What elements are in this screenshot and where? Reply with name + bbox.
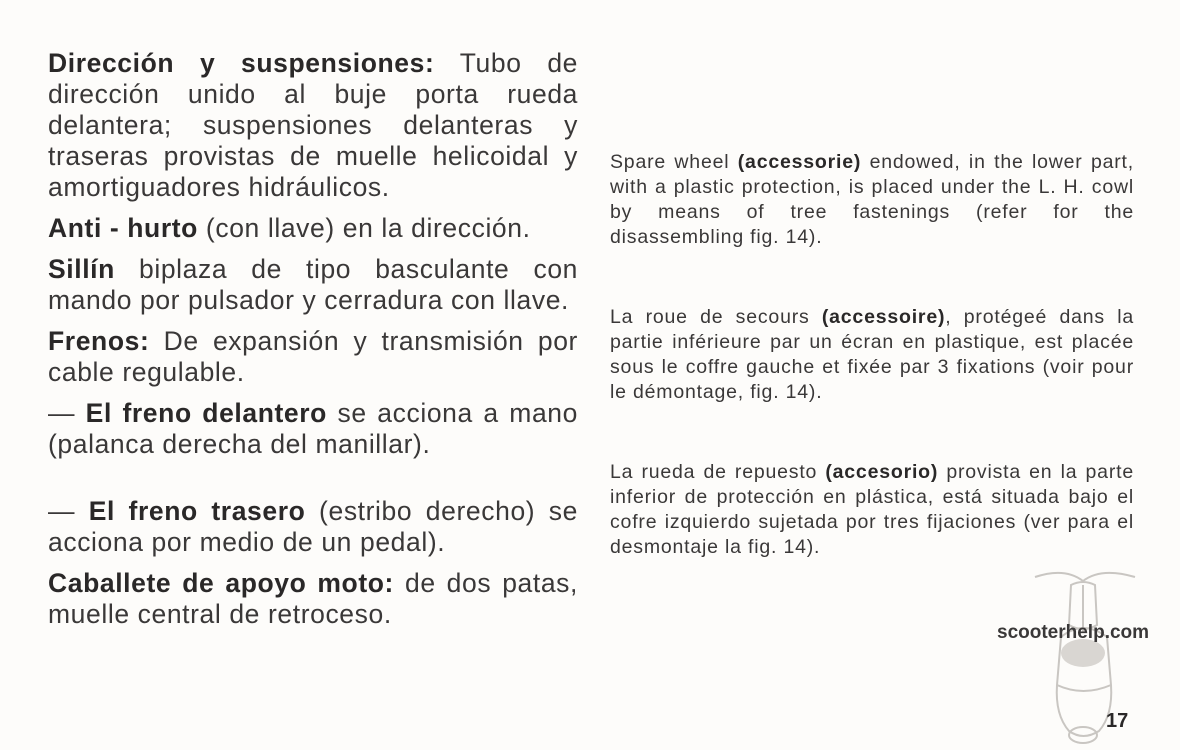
sillin-text: biplaza de tipo basculante con mando por pulsador y cerradura con llave. [48,254,578,315]
caballete-paragraph [48,568,578,630]
spare-wheel-english-paragraph [610,150,1134,250]
freno-trasero-dash: — [48,496,89,526]
sillin-term: Sillín [48,254,115,284]
antihurto-text: (con llave) en la dirección. [197,213,531,243]
scooter-watermark-icon [1015,545,1155,745]
spare-wheel-french-before: La roue de secours [610,306,822,328]
freno-delantero-text: se acciona a mano (palanca derecha del manillar). [48,398,578,459]
freno-delantero-term: El freno delantero [85,398,327,428]
frenos-term: Frenos: [48,326,150,356]
spare-wheel-english-before: Spare wheel [610,151,738,173]
caballete-text: de dos patas, muelle central de retroceso. [48,568,578,629]
freno-trasero-paragraph [48,496,578,558]
spare-wheel-english-term: (accessorie) [737,151,862,173]
spare-wheel-spanish-before: La rueda de repuesto [610,461,826,483]
direccion-term: Dirección y suspensiones: [48,48,435,78]
freno-delantero-paragraph [48,398,578,460]
spare-wheel-french-after: , protégeé dans la partie inférieure par un écran en plastique, est placée sous le coffre gauche et fixée par 3 fixations (voir pour le démontage, fig. 14). [610,306,1134,403]
spare-wheel-spanish-term: (accesorio) [825,461,939,483]
spare-wheel-spanish-after: provista en la parte inferior de protección en plástica, está situada bajo el cofre izquierdo sujetada por tres fijaciones (ver para el desmontaje la fig. 14). [610,461,1134,558]
direccion-paragraph [48,48,578,203]
antihurto-paragraph [48,213,578,244]
frenos-paragraph [48,326,578,388]
freno-trasero-text: (estribo derecho) se acciona por medio de un pedal). [48,496,578,557]
spare-wheel-english-after: endowed, in the lower part, with a plastic protection, is placed under the L. H. cowl by means of tree fastenings (refer for the disassembling fig. 14). [610,151,1134,248]
spare-wheel-french-paragraph [610,305,1134,405]
sillin-paragraph [48,254,578,316]
freno-trasero-term: El freno trasero [88,496,306,526]
spanish-specs-column [48,48,578,640]
direccion-text: Tubo de dirección unido al buje porta rueda delantera; suspensiones delanteras y traseras provistas de muelle helicoidal y amortiguadores hidráulicos. [48,48,578,202]
antihurto-term: Anti - hurto [48,213,198,243]
frenos-text: De expansión y transmisión por cable regulable. [48,326,578,387]
caballete-term: Caballete de apoyo moto: [48,568,394,598]
watermark-text: scooterhelp.com [997,622,1150,643]
page-number: 17 [1106,710,1129,732]
spare-wheel-french-term: (accessoire) [821,306,946,328]
freno-delantero-dash: — [48,398,86,428]
